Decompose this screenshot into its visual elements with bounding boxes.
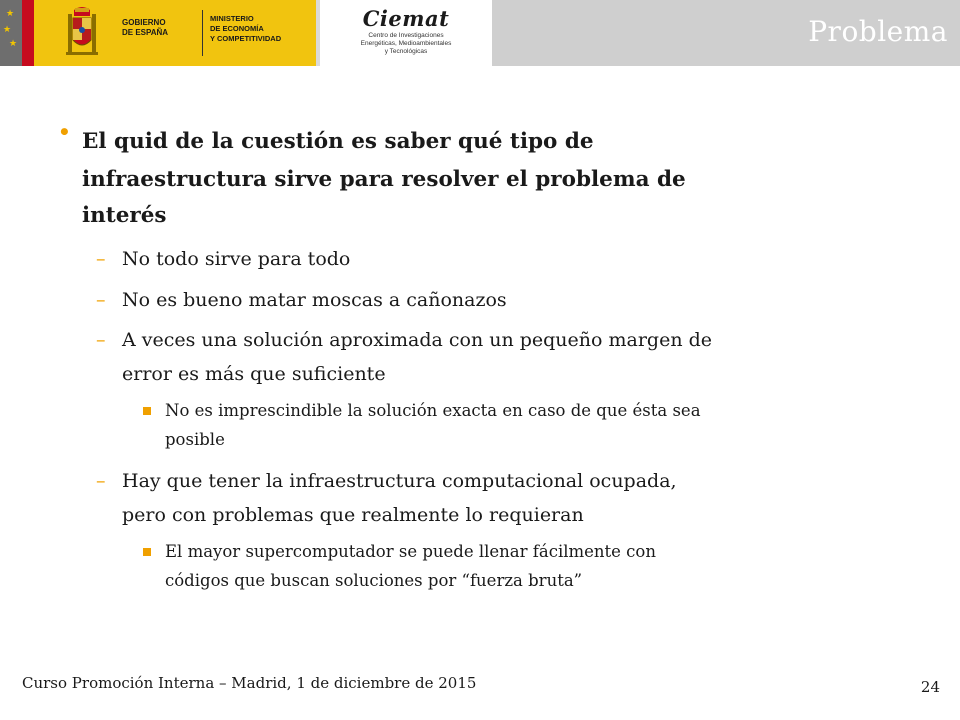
dash-icon: – — [96, 329, 106, 351]
dash-icon: – — [96, 289, 106, 311]
star-icon: ★ — [3, 25, 12, 35]
slide-title: Problema — [808, 15, 948, 48]
main-bullet-line-1: El quid de la cuestión es saber qué tipo de — [82, 129, 594, 154]
sub-item-3-detail-line-1: No es imprescindible la solución exacta en caso de que ésta sea — [165, 401, 701, 420]
star-icon: ★ — [6, 9, 15, 19]
main-bullet-line-2: infraestructura sirve para resolver el problema de — [82, 167, 686, 192]
ministry-label: MINISTERIO DE ECONOMÍA Y COMPETITIVIDAD — [210, 14, 282, 43]
sub-item-3-line-2: error es más que suficiente — [122, 363, 386, 385]
star-icon: ★ — [9, 39, 18, 49]
sub-item-4-line-1: Hay que tener la infraestructura computacional ocupada, — [122, 470, 677, 492]
sub-item-2: No es bueno matar moscas a cañonazos — [122, 289, 507, 311]
government-of-spain-label: GOBIERNO DE ESPAÑA — [122, 18, 169, 37]
sub-item-4-detail-line-1: El mayor supercomputador se puede llenar fácilmente con — [165, 542, 656, 561]
dash-icon: – — [96, 248, 106, 270]
dash-icon: – — [96, 470, 106, 492]
sub-item-3-detail-line-2: posible — [165, 430, 225, 449]
sub-item-1: No todo sirve para todo — [122, 248, 351, 270]
sub-item-4-detail-line-2: códigos que buscan soluciones por “fuerza bruta” — [165, 571, 583, 590]
page-number: 24 — [920, 678, 940, 696]
square-bullet-icon — [143, 407, 151, 415]
sub-item-3-line-1: A veces una solución aproximada con un pequeño margen de — [122, 329, 713, 351]
main-bullet-line-3: interés — [82, 203, 167, 228]
ciemat-subtitle: Centro de Investigaciones Energéticas, Medioambientales y Tecnológicas — [360, 32, 452, 55]
ciemat-logo: Ciemat — [362, 6, 450, 31]
bullet-icon: • — [58, 120, 71, 144]
sub-item-4-line-2: pero con problemas que realmente lo requieran — [122, 504, 584, 526]
square-bullet-icon — [143, 548, 151, 556]
footer-course-text: Curso Promoción Interna – Madrid, 1 de diciembre de 2015 — [22, 674, 477, 692]
